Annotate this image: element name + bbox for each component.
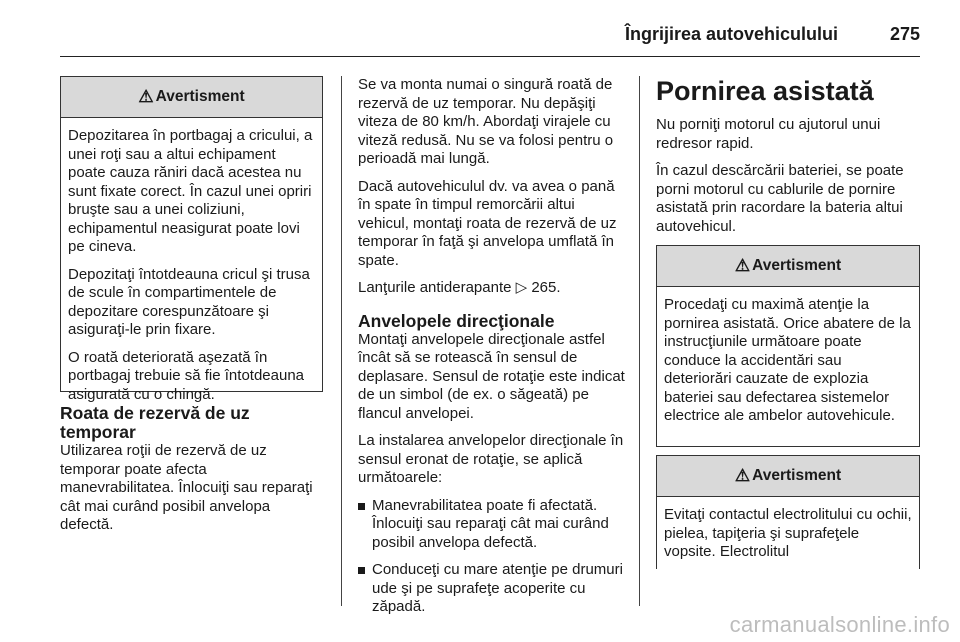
warning-body <box>657 287 919 432</box>
paragraph: Dacă autovehiculul dv. va avea o pană în spate în timpul remorcării altui vehicul, montaţi roata de rezervă de uz temporar în faţă şi anvelopa umflată în spate. <box>358 177 617 269</box>
warning-triangle-icon: ⚠ <box>734 465 751 485</box>
warning-triangle-icon: ⚠ <box>138 86 154 106</box>
warning-paragraph: Depozitarea în portbagaj a cricului, a unei roţi sau a altui echipament poate cauza răniri dacă acestea nu sunt fixate corect. În cazul unei opriri bruşte sau a unei coliziuni, echipamentul neasigurat poate lovi pe cineva. <box>68 127 313 255</box>
column-divider <box>639 76 640 606</box>
cross-reference <box>358 279 628 298</box>
warning-box <box>656 245 920 447</box>
list-item: Conduceţi cu mare atenţie pe drumuri ude şi pe suprafeţe acoperite cu zăpadă. <box>358 561 628 617</box>
paragraph: Montaţi anvelopele direcţionale astfel încât să se rotească în sensul de deplasare. Sensul de rotaţie este indicat de un simbol (de ex. o săgeată) pe flancul anvelopei. <box>358 330 625 422</box>
section-text: Utilizarea roţii de rezervă de uz temporar poate afecta manevrabilitatea. Înlocuiţi sau reparaţi cât mai curând posibil anvelopa defectă. <box>60 442 313 533</box>
bullet-list <box>358 497 628 617</box>
warning-header <box>657 456 919 497</box>
warning-paragraph: Depozitaţi întotdeauna cricul şi trusa de scule în compartimentele de depozitare corespunzătoare şi asiguraţi-le prin fixare. <box>68 265 310 338</box>
column-divider <box>341 76 342 606</box>
warning-paragraph: Evitaţi contactul electrolitului cu ochii, pielea, tapiţeria şi suprafeţele vopsite. Electrolitul <box>664 506 912 560</box>
column-middle <box>358 76 628 626</box>
column-right <box>656 76 920 569</box>
page-header <box>60 14 920 57</box>
paragraph: La instalarea anvelopelor direcţionale în sensul eronat de rotaţie, se aplică următoarele: <box>358 432 624 486</box>
warning-title: Avertisment <box>155 87 245 105</box>
warning-header <box>61 77 322 118</box>
paragraph: Nu porniţi motorul cu ajutorul unui redresor rapid. <box>656 116 881 152</box>
watermark: carmanualsonline.info <box>729 612 950 637</box>
page-number: 275 <box>889 24 920 44</box>
warning-box <box>656 455 920 569</box>
warning-body <box>657 497 919 568</box>
cross-reference-text: Lanţurile antiderapante <box>358 279 512 296</box>
paragraph: În cazul descărcării bateriei, se poate porni motorul cu cablurile de pornire asistată prin racordare la bateria altui autovehicul. <box>656 162 904 235</box>
warning-paragraph: O roată deteriorată aşezată în portbagaj trebuie să fie întotdeauna asigurată cu o chingă. <box>68 348 305 403</box>
warning-paragraph: Procedaţi cu maximă atenţie la pornirea asistată. Orice abatere de la instrucţiunile următoare poate conduce la accidentări sau deteriorări cauzate de explozia bateriei sau defectarea sistemelor electrice ale ambelor autovehicule. <box>664 296 911 424</box>
section-heading: Roata de rezervă de uz temporar <box>60 403 250 442</box>
section-title: Pornirea asistată <box>656 76 874 106</box>
paragraph: Se va monta numai o singură roată de rezervă de uz temporar. Nu depăşiţi viteza de 80 km/h. Abordaţi virajele cu viteză redusă. Nu se va folosi pentru o perioadă mai lungă. <box>358 76 614 167</box>
warning-title: Avertisment <box>752 466 842 484</box>
page-reference-icon: ▷ <box>515 279 528 296</box>
page-header-title: Îngrijirea autovehiculului <box>624 24 838 44</box>
warning-title: Avertisment <box>752 256 842 274</box>
warning-header <box>657 246 919 287</box>
section-heading: Anvelopele direcţionale <box>358 310 555 331</box>
warning-triangle-icon: ⚠ <box>734 255 751 275</box>
column-left <box>60 76 323 544</box>
list-item: Manevrabilitatea poate fi afectată. Înlocuiţi sau reparaţi cât mai curând posibil anvelopa defectă. <box>358 497 628 553</box>
cross-reference-page: 265. <box>531 279 561 296</box>
warning-box <box>60 76 323 403</box>
warning-body <box>61 118 322 410</box>
